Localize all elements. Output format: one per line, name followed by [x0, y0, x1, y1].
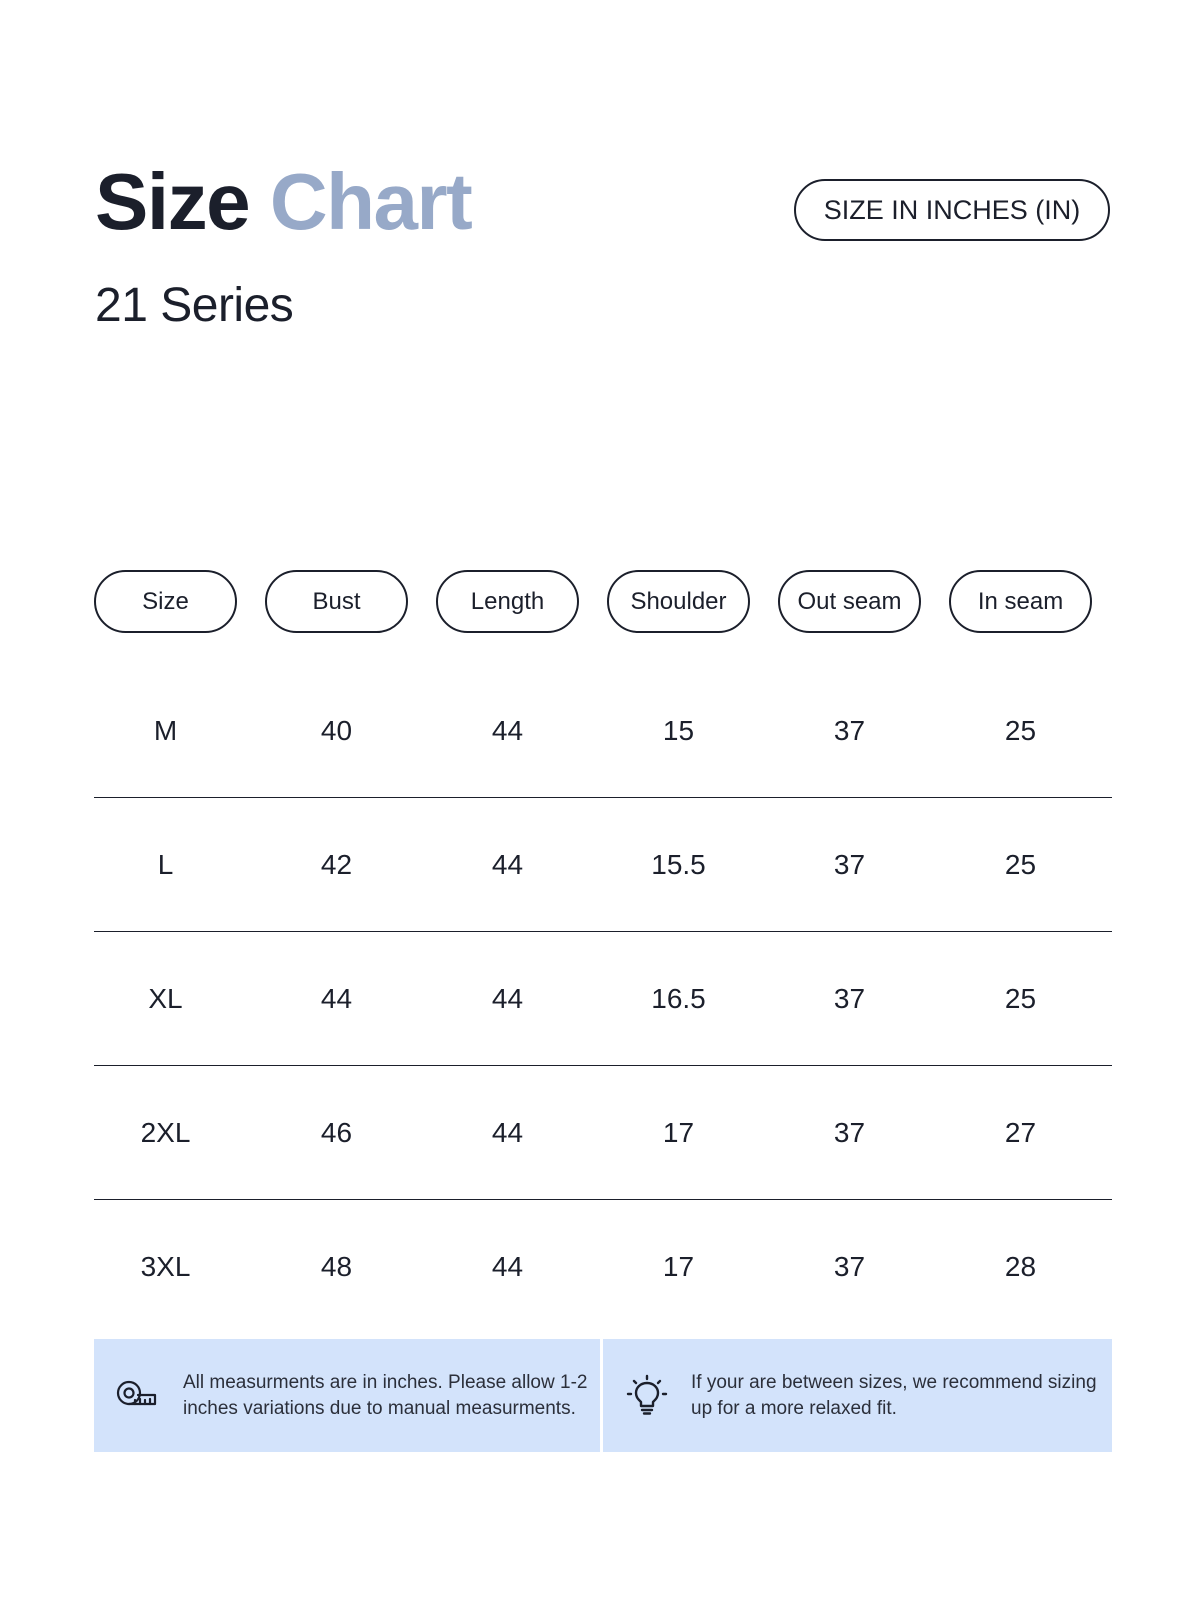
cell-shoulder: 17	[662, 1117, 695, 1148]
table-row	[94, 1066, 1112, 1200]
cell-length: 44	[491, 1117, 524, 1148]
cell-out-seam: 37	[833, 849, 866, 880]
column-header-in-seam: In seam	[949, 570, 1092, 633]
cell-out-seam: 37	[833, 1251, 866, 1282]
cell-in-seam: 28	[1004, 1251, 1037, 1282]
cell-bust: 48	[320, 1251, 353, 1282]
column-header-size: Size	[94, 570, 237, 633]
sizing-tip-text: If your are between sizes, we recommend sizing up for a more relaxed fit.	[691, 1372, 1097, 1419]
cell-shoulder: 17	[662, 1251, 695, 1282]
column-header-out-seam: Out seam	[778, 570, 921, 633]
cell-bust: 46	[320, 1117, 353, 1148]
cell-size: 2XL	[140, 1117, 191, 1148]
cell-size: 3XL	[140, 1251, 191, 1282]
table-row	[94, 798, 1112, 932]
cell-shoulder: 15	[662, 715, 695, 746]
cell-in-seam: 25	[1004, 983, 1037, 1014]
lightbulb-icon	[625, 1374, 669, 1418]
cell-bust: 40	[320, 715, 353, 746]
table-row	[94, 932, 1112, 1066]
column-header-bust: Bust	[265, 570, 408, 633]
page-title	[95, 157, 472, 246]
series-subtitle: 21 Series	[95, 279, 294, 332]
cell-length: 44	[491, 983, 524, 1014]
cell-shoulder: 15.5	[651, 849, 706, 880]
cell-size: XL	[148, 983, 183, 1014]
cell-length: 44	[491, 849, 524, 880]
measuring-tape-icon	[114, 1374, 158, 1418]
measurement-note-text: All measurments are in inches. Please allow 1-2 inches variations due to manual measurments.	[183, 1372, 588, 1419]
cell-out-seam: 37	[833, 983, 866, 1014]
table-row	[94, 1200, 1112, 1334]
title-word-chart: Chart	[269, 157, 472, 246]
cell-in-seam: 25	[1004, 849, 1037, 880]
cell-out-seam: 37	[833, 715, 866, 746]
column-header-shoulder: Shoulder	[607, 570, 750, 633]
cell-size: M	[153, 715, 178, 746]
column-header-length: Length	[436, 570, 579, 633]
cell-out-seam: 37	[833, 1117, 866, 1148]
size-table-body	[94, 664, 1112, 1334]
cell-bust: 42	[320, 849, 353, 880]
cell-bust: 44	[320, 983, 353, 1014]
cell-in-seam: 25	[1004, 715, 1037, 746]
unit-label-badge: SIZE IN INCHES (IN)	[794, 179, 1110, 241]
table-row	[94, 664, 1112, 798]
cell-length: 44	[491, 715, 524, 746]
sizing-tip-note	[603, 1339, 1112, 1452]
notes-section	[94, 1339, 1112, 1452]
cell-shoulder: 16.5	[651, 983, 706, 1014]
cell-size: L	[157, 849, 174, 880]
cell-length: 44	[491, 1251, 524, 1282]
table-header	[94, 570, 1112, 633]
measurement-note	[94, 1339, 600, 1452]
cell-in-seam: 27	[1004, 1117, 1037, 1148]
title-word-size: Size	[95, 157, 250, 246]
